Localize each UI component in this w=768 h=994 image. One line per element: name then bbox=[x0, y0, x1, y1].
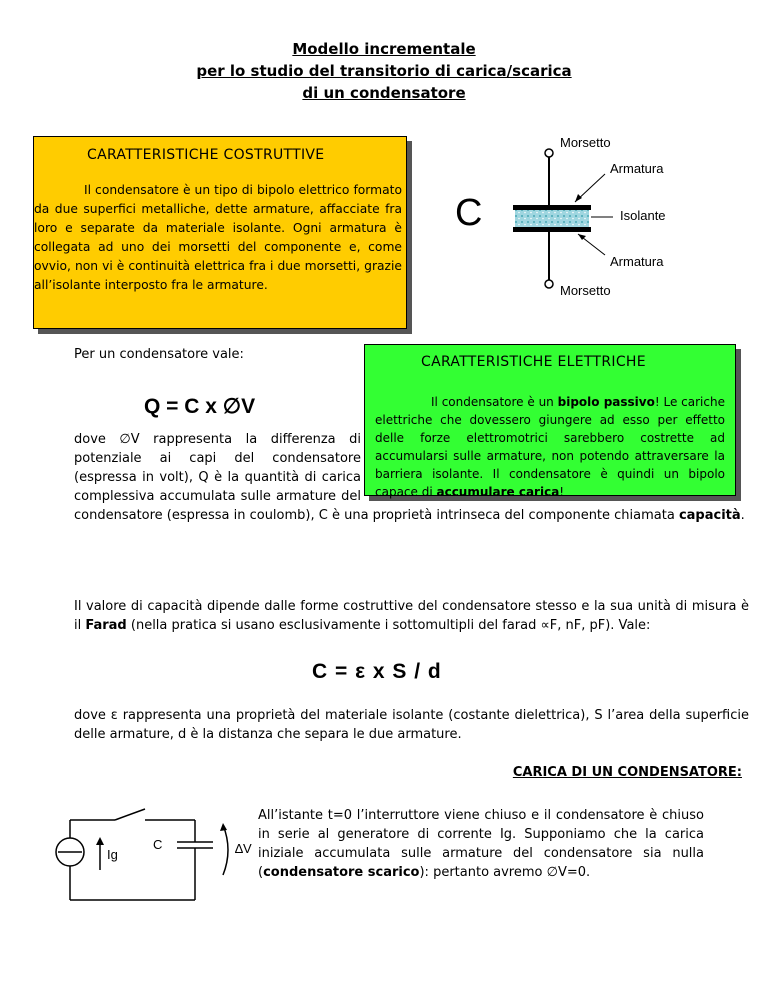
circuit-label-ig: Ig bbox=[107, 847, 118, 862]
capacitor-diagram bbox=[430, 130, 750, 310]
title-line-2: per lo studio del transitorio di carica/scarica bbox=[196, 62, 572, 80]
electric-bold-2: accumulare carica bbox=[436, 485, 560, 499]
label-terminal-top: Morsetto bbox=[560, 135, 611, 150]
capacity-formula: Q = C x ∅V bbox=[144, 395, 256, 418]
farad-text-1: Il valore di capacità dipende dalle forme costruttive del condensatore stesso e la sua unità di misura è il bbox=[74, 599, 749, 633]
label-terminal-bottom: Morsetto bbox=[560, 283, 611, 298]
label-plate-bottom: Armatura bbox=[610, 254, 664, 269]
farad-text bbox=[74, 597, 749, 635]
charge-circuit bbox=[45, 795, 255, 915]
label-plate-top: Armatura bbox=[610, 161, 664, 176]
insulator bbox=[515, 210, 589, 227]
electric-text-2: ! Le cariche elettriche che dovessero giungere ad esso per effetto delle forze elettromotrici sarebbero costrette ad accumularsi sulle armature, non potendo attraversare la barriera isolante. Il condensatore è quindi un bipolo capace di bbox=[375, 395, 725, 499]
capacity-text-1: dove ∅V rappresenta la differenza di potenziale ai capi del condensatore (espressa in volt), Q è la quantità di carica complessiva accumulata sulle armature del condensatore (espressa in coulomb), C è una proprietà intrinseca del componente chiamata bbox=[74, 432, 679, 523]
capacitor-symbol-letter: C bbox=[455, 192, 483, 234]
farad-description: dove ε rappresenta una proprietà del materiale isolante (costante dielettrica), S l’area della superficie delle armature, d è la distanza che separa le due armature. bbox=[74, 708, 749, 742]
electric-bold-1: bipolo passivo bbox=[557, 395, 655, 409]
charge-heading: CARICA DI UN CONDENSATORE: bbox=[512, 765, 742, 780]
construction-text: Il condensatore è un tipo di bipolo elettrico formato da due superfici metalliche, dette armature, affacciate fra loro e separate da materiale isolante. Ogni armatura è collegata ad uno dei morsetti del componente e, come ovvio, non vi è continuità elettrica fra i due morsetti, grazie all’isolante interposto fra le armature. bbox=[34, 183, 402, 292]
charge-text bbox=[258, 806, 704, 882]
switch-blade bbox=[115, 809, 145, 820]
capacity-text-2: . bbox=[740, 508, 745, 523]
title-line-1: Modello incrementale bbox=[292, 40, 476, 58]
electric-text-1: Il condensatore è un bbox=[431, 395, 558, 409]
electric-text bbox=[375, 393, 725, 501]
circuit-label-c: C bbox=[153, 837, 163, 852]
terminal-top bbox=[545, 149, 553, 157]
farad-bold: Farad bbox=[85, 618, 127, 633]
electric-heading: CARATTERISTICHE ELETTRICHE bbox=[421, 354, 646, 370]
charge-text-2: ): pertanto avremo ∅V=0. bbox=[419, 865, 591, 880]
plate-bottom bbox=[513, 227, 591, 232]
farad-text-2: (nella pratica si usano esclusivamente i sottomultipli del farad ∝F, nF, pF). Vale: bbox=[126, 618, 651, 633]
capacity-bold: capacità bbox=[678, 508, 741, 523]
construction-box bbox=[33, 136, 407, 329]
charge-bold: condensatore scarico bbox=[263, 865, 420, 880]
electric-box bbox=[364, 344, 736, 499]
construction-heading: CARATTERISTICHE COSTRUTTIVE bbox=[87, 147, 325, 163]
capacity-intro: Per un condensatore vale: bbox=[74, 347, 244, 362]
terminal-bottom bbox=[545, 280, 553, 288]
plate-top bbox=[513, 205, 591, 210]
label-insulator: Isolante bbox=[620, 208, 666, 223]
electric-text-3: ! bbox=[559, 485, 565, 499]
circuit-label-dv: ∆V bbox=[235, 841, 252, 856]
charge-text-1: All’istante t=0 l’interruttore viene chiuso e il condensatore è chiuso in serie al generatore di corrente Ig. Supponiamo che la carica iniziale accumulata sulle armature del condensatore sia nulla ( bbox=[258, 808, 704, 880]
farad-formula: C = ε x S / d bbox=[312, 660, 441, 683]
circuit-svg bbox=[45, 795, 255, 915]
title-line-3: di un condensatore bbox=[302, 84, 466, 102]
